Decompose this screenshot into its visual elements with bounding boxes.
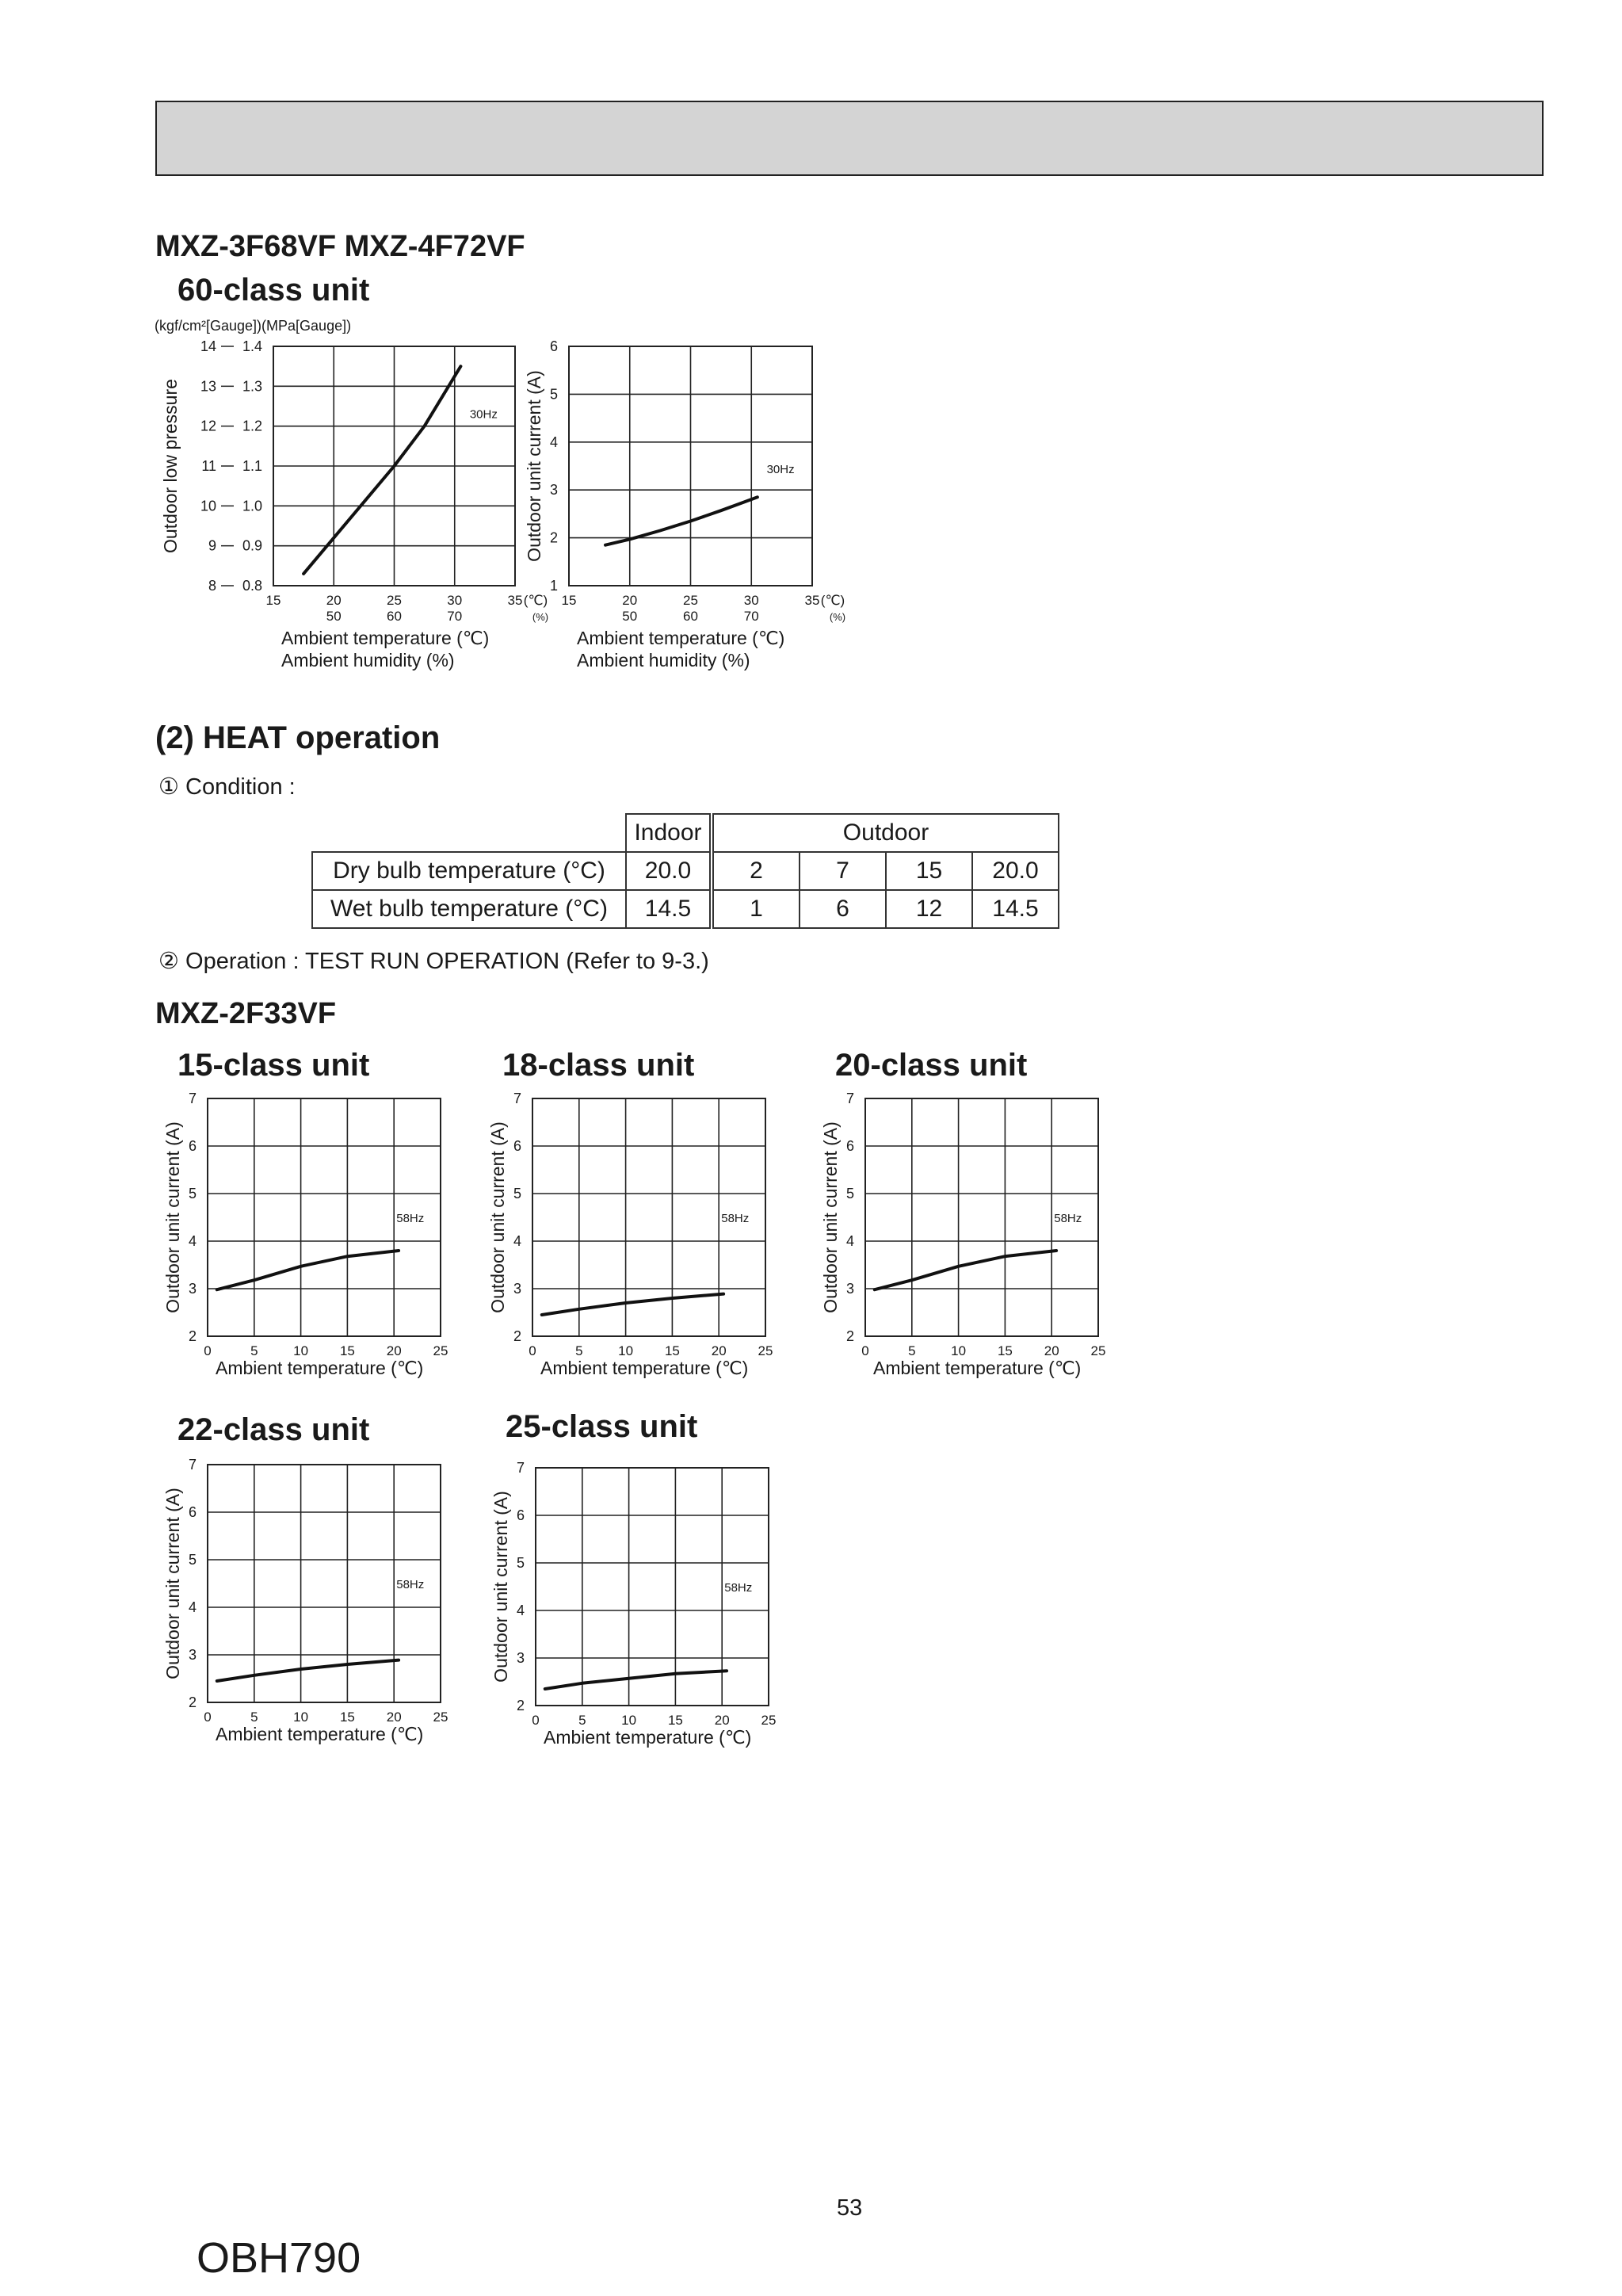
y-tick-label: 6 <box>549 338 558 354</box>
x-tick-label: 10 <box>293 1343 309 1358</box>
x-tick-label: 20 <box>386 1710 402 1725</box>
y-tick-label: 3 <box>549 482 558 499</box>
x-tick-label: 25 <box>433 1710 448 1725</box>
series-line <box>545 1671 727 1689</box>
y-tick-label: 5 <box>188 1552 197 1568</box>
x-tick-label: 10 <box>621 1713 637 1728</box>
series-label: 30Hz <box>766 463 795 477</box>
x2-tick-label: 70 <box>743 609 759 624</box>
heat-operation-heading: (2) HEAT operation <box>155 720 441 755</box>
y-tick-label: 2 <box>549 529 558 546</box>
y-unit-label: (kgf/cm²[Gauge])(MPa[Gauge]) <box>155 318 352 334</box>
document-code: OBH790 <box>197 2234 361 2282</box>
y-tick-label: 3 <box>188 1647 197 1663</box>
x-tick-label: 10 <box>951 1343 967 1358</box>
series-label: 58Hz <box>1054 1212 1082 1225</box>
y-axis-title: Outdoor unit current (A) <box>162 1488 183 1679</box>
x-axis-title: Ambient temperature (℃) <box>577 628 785 648</box>
alt-y-tick-label: 13 <box>200 378 216 395</box>
x2-tick-label: 60 <box>387 609 402 624</box>
x2-tick-label: 70 <box>447 609 463 624</box>
x-tick-label: 35 <box>804 593 820 608</box>
class-title-22: 22-class unit <box>177 1412 370 1447</box>
y-tick-label: 3 <box>516 1650 525 1666</box>
y-axis-title: Outdoor unit current (A) <box>524 370 544 562</box>
x-tick-label: 20 <box>622 593 638 608</box>
y-tick-label: 1.4 <box>242 338 262 354</box>
y-tick-label: 0.9 <box>242 537 262 554</box>
y-axis-title: Outdoor low pressure <box>160 379 181 553</box>
x-tick-label: 25 <box>761 1713 777 1728</box>
y-tick-label: 6 <box>845 1138 854 1154</box>
x-tick-label: 15 <box>339 1710 355 1725</box>
alt-y-tick-label: 10 <box>200 498 216 514</box>
series-label: 30Hz <box>469 407 498 422</box>
y-tick-label: 1 <box>549 578 558 594</box>
y-tick-label: 7 <box>513 1091 521 1106</box>
x2-tick-label: 50 <box>326 609 342 624</box>
x-tick-label: 15 <box>664 1343 680 1358</box>
series-label: 58Hz <box>396 1578 425 1591</box>
x-tick-label: 0 <box>532 1713 540 1728</box>
x-tick-label: 15 <box>561 593 577 608</box>
y-tick-label: 5 <box>188 1186 197 1201</box>
y-tick-label: 1.2 <box>242 418 262 434</box>
x2-unit-label: (%) <box>532 611 549 623</box>
y-tick-label: 7 <box>516 1460 525 1476</box>
x-unit-label: (℃) <box>523 593 548 608</box>
x-axis-title: Ambient temperature (℃) <box>216 1724 424 1744</box>
x-tick-label: 15 <box>997 1343 1013 1358</box>
x-tick-label: 30 <box>447 593 463 608</box>
condition-row-label: Dry bulb temperature (°C) <box>312 852 626 890</box>
x-tick-label: 5 <box>578 1713 586 1728</box>
series-label: 58Hz <box>724 1581 753 1595</box>
y-tick-label: 2 <box>188 1694 197 1710</box>
class-title-20: 20-class unit <box>835 1048 1028 1083</box>
condition-outdoor-value: 14.5 <box>972 890 1059 928</box>
x-unit-label: (℃) <box>820 593 845 608</box>
x-tick-label: 5 <box>575 1343 583 1358</box>
y-axis-title: Outdoor unit current (A) <box>162 1121 183 1313</box>
x-tick-label: 25 <box>683 593 698 608</box>
x-tick-label: 5 <box>250 1343 258 1358</box>
alt-y-tick-label: 11 <box>201 458 216 474</box>
condition-outdoor-value: 1 <box>712 890 800 928</box>
y-tick-label: 3 <box>845 1281 854 1297</box>
condition-outdoor-value: 20.0 <box>972 852 1059 890</box>
y-tick-label: 5 <box>516 1555 525 1571</box>
y-tick-label: 4 <box>513 1233 521 1249</box>
alt-y-tick-label: 14 <box>200 338 216 354</box>
class-title-15: 15-class unit <box>177 1048 370 1083</box>
alt-y-tick-label: 8 <box>208 578 216 594</box>
alt-y-tick-label: 9 <box>208 537 216 554</box>
model-title-60: MXZ-3F68VF MXZ-4F72VF <box>155 230 525 263</box>
class-title-18: 18-class unit <box>502 1048 695 1083</box>
x-tick-label: 5 <box>250 1710 258 1725</box>
x-axis-title: Ambient temperature (℃) <box>216 1358 424 1378</box>
condition-header-outdoor: Outdoor <box>712 814 1059 852</box>
y-tick-label: 2 <box>516 1698 525 1713</box>
y-tick-label: 4 <box>188 1599 197 1615</box>
condition-label: ① Condition : <box>158 774 296 800</box>
y-tick-label: 4 <box>549 434 558 450</box>
x2-unit-label: (%) <box>829 611 846 623</box>
y-tick-label: 6 <box>188 1504 197 1520</box>
y-tick-label: 4 <box>516 1603 525 1618</box>
x-tick-label: 35 <box>507 593 523 608</box>
x-tick-label: 20 <box>326 593 342 608</box>
y-tick-label: 1.1 <box>242 458 262 474</box>
x2-tick-label: 60 <box>683 609 698 624</box>
x-tick-label: 0 <box>204 1343 212 1358</box>
class-title-60: 60-class unit <box>177 273 370 308</box>
x-tick-label: 20 <box>386 1343 402 1358</box>
y-tick-label: 3 <box>513 1281 521 1297</box>
y-tick-label: 2 <box>188 1328 197 1344</box>
y-axis-title: Outdoor unit current (A) <box>490 1491 511 1683</box>
x-tick-label: 30 <box>743 593 759 608</box>
x-tick-label: 25 <box>1090 1343 1106 1358</box>
y-tick-label: 4 <box>845 1233 854 1249</box>
condition-outdoor-value: 2 <box>712 852 800 890</box>
x-axis-title: Ambient temperature (℃) <box>873 1358 1082 1378</box>
x-tick-label: 25 <box>433 1343 448 1358</box>
y-tick-label: 1.3 <box>242 378 262 395</box>
x-tick-label: 5 <box>908 1343 916 1358</box>
y-tick-label: 5 <box>549 386 558 403</box>
x-axis-title-2: Ambient humidity (%) <box>281 650 455 670</box>
x-tick-label: 15 <box>265 593 281 608</box>
y-tick-label: 6 <box>516 1507 525 1523</box>
model-title-2f: MXZ-2F33VF <box>155 997 337 1030</box>
y-tick-label: 7 <box>845 1091 854 1106</box>
y-tick-label: 0.8 <box>242 578 262 594</box>
y-axis-title: Outdoor unit current (A) <box>487 1121 508 1313</box>
condition-indoor-value: 20.0 <box>626 852 712 890</box>
x2-tick-label: 50 <box>622 609 638 624</box>
y-tick-label: 2 <box>513 1328 521 1344</box>
page-number: 53 <box>837 2195 863 2221</box>
x-tick-label: 0 <box>861 1343 869 1358</box>
condition-outdoor-value: 15 <box>886 852 972 890</box>
condition-header-indoor: Indoor <box>626 814 712 852</box>
x-axis-title: Ambient temperature (℃) <box>544 1727 752 1748</box>
y-tick-label: 6 <box>513 1138 521 1154</box>
series-label: 58Hz <box>721 1212 750 1225</box>
y-tick-label: 6 <box>188 1138 197 1154</box>
condition-outdoor-value: 7 <box>800 852 886 890</box>
x-tick-label: 20 <box>1044 1343 1059 1358</box>
operation-text: ② Operation : TEST RUN OPERATION (Refer to 9-3.) <box>158 949 709 974</box>
condition-row-label: Wet bulb temperature (°C) <box>312 890 626 928</box>
y-tick-label: 1.0 <box>242 498 262 514</box>
y-axis-title: Outdoor unit current (A) <box>820 1121 841 1313</box>
y-tick-label: 2 <box>845 1328 854 1344</box>
x-tick-label: 15 <box>339 1343 355 1358</box>
y-tick-label: 4 <box>188 1233 197 1249</box>
x-tick-label: 20 <box>714 1713 730 1728</box>
x-axis-title: Ambient temperature (℃) <box>540 1358 749 1378</box>
x-tick-label: 15 <box>667 1713 683 1728</box>
condition-outdoor-value: 12 <box>886 890 972 928</box>
y-tick-label: 5 <box>845 1186 854 1201</box>
x-tick-label: 0 <box>529 1343 536 1358</box>
condition-outdoor-value: 6 <box>800 890 886 928</box>
alt-y-tick-label: 12 <box>200 418 216 434</box>
y-tick-label: 3 <box>188 1281 197 1297</box>
x-tick-label: 20 <box>711 1343 727 1358</box>
x-tick-label: 10 <box>618 1343 634 1358</box>
y-tick-label: 7 <box>188 1091 197 1106</box>
condition-indoor-value: 14.5 <box>626 890 712 928</box>
class-title-25: 25-class unit <box>506 1409 698 1444</box>
x-axis-title: Ambient temperature (℃) <box>281 628 490 648</box>
x-tick-label: 25 <box>758 1343 773 1358</box>
y-tick-label: 7 <box>188 1457 197 1473</box>
y-tick-label: 5 <box>513 1186 521 1201</box>
x-tick-label: 10 <box>293 1710 309 1725</box>
x-tick-label: 0 <box>204 1710 212 1725</box>
x-axis-title-2: Ambient humidity (%) <box>577 650 750 670</box>
series-label: 58Hz <box>396 1212 425 1225</box>
x-tick-label: 25 <box>387 593 402 608</box>
